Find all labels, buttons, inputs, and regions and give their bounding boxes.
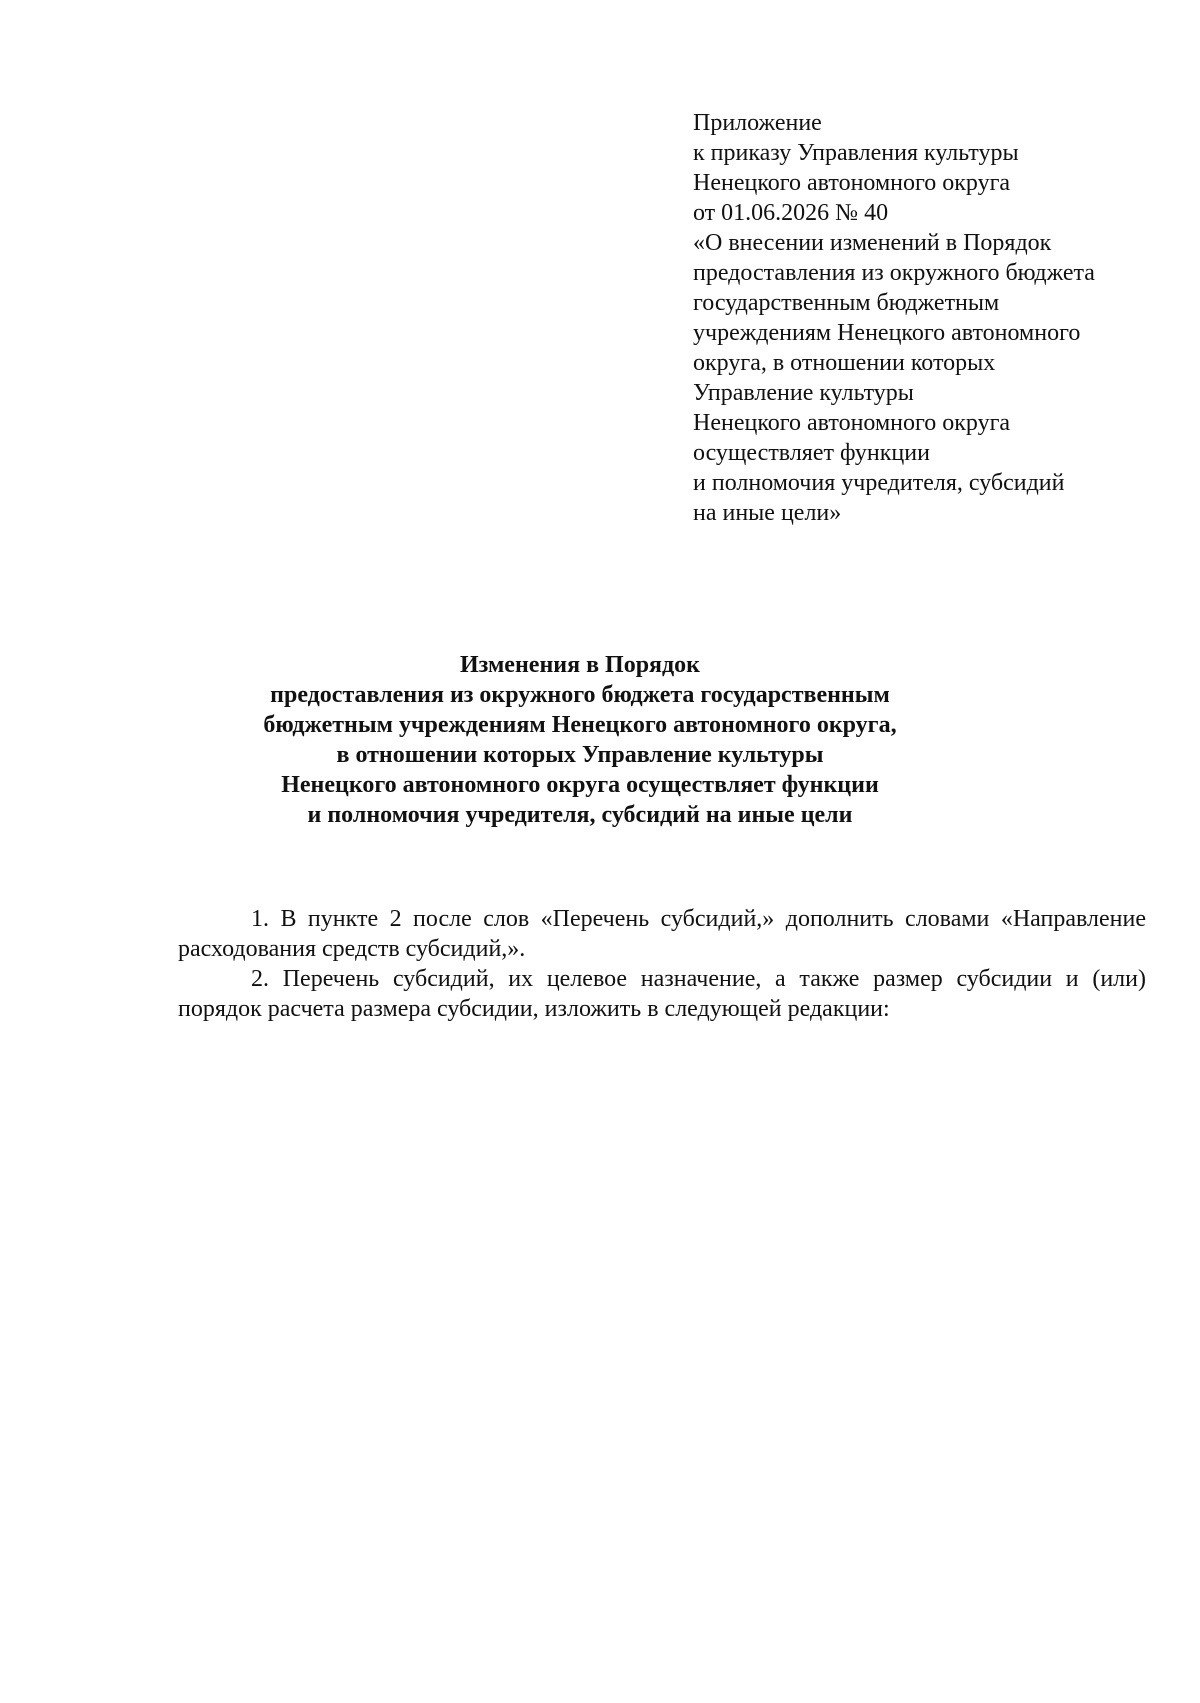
appendix-line: «О внесении изменений в Порядок: [693, 230, 1052, 256]
appendix-line: учреждениям Ненецкого автономного: [693, 320, 1081, 346]
title-line: предоставления из окружного бюджета государственным: [270, 682, 890, 708]
appendix-line: предоставления из окружного бюджета: [693, 260, 1095, 286]
title-line: Изменения в Порядок: [459, 652, 701, 678]
appendix-line: Ненецкого автономного округа: [693, 410, 1011, 436]
appendix-header: [693, 108, 1163, 528]
appendix-line: осуществляет функции: [693, 440, 930, 466]
appendix-line: и полномочия учредителя, субсидий: [693, 470, 1065, 496]
title-line: и полномочия учредителя, субсидий на иные цели: [307, 802, 853, 828]
body-paragraph: 2. Перечень субсидий, их целевое назначение, а также размер субсидии и (или) порядок расчета размера субсидии, изложить в следующей редакции:: [178, 966, 1146, 1022]
appendix-line: государственным бюджетным: [693, 290, 1000, 316]
body-paragraph: 1. В пункте 2 после слов «Перечень субсидий,» дополнить словами «Направление расходования средств субсидий,».: [178, 906, 1146, 962]
title-line: бюджетным учреждениям Ненецкого автономного округа,: [263, 712, 897, 738]
appendix-line: Ненецкого автономного округа: [693, 170, 1011, 196]
title-line: Ненецкого автономного округа осуществляет функции: [281, 772, 879, 798]
appendix-line: от 01.06.2026 № 40: [693, 200, 889, 226]
document-body: [178, 904, 1146, 1024]
appendix-line: к приказу Управления культуры: [693, 140, 1019, 166]
title-line: в отношении которых Управление культуры: [336, 742, 824, 768]
appendix-line: Приложение: [693, 110, 822, 136]
appendix-line: на иные цели»: [693, 500, 842, 526]
document-title: [170, 650, 990, 830]
appendix-line: Управление культуры: [693, 380, 914, 406]
appendix-line: округа, в отношении которых: [693, 350, 996, 376]
